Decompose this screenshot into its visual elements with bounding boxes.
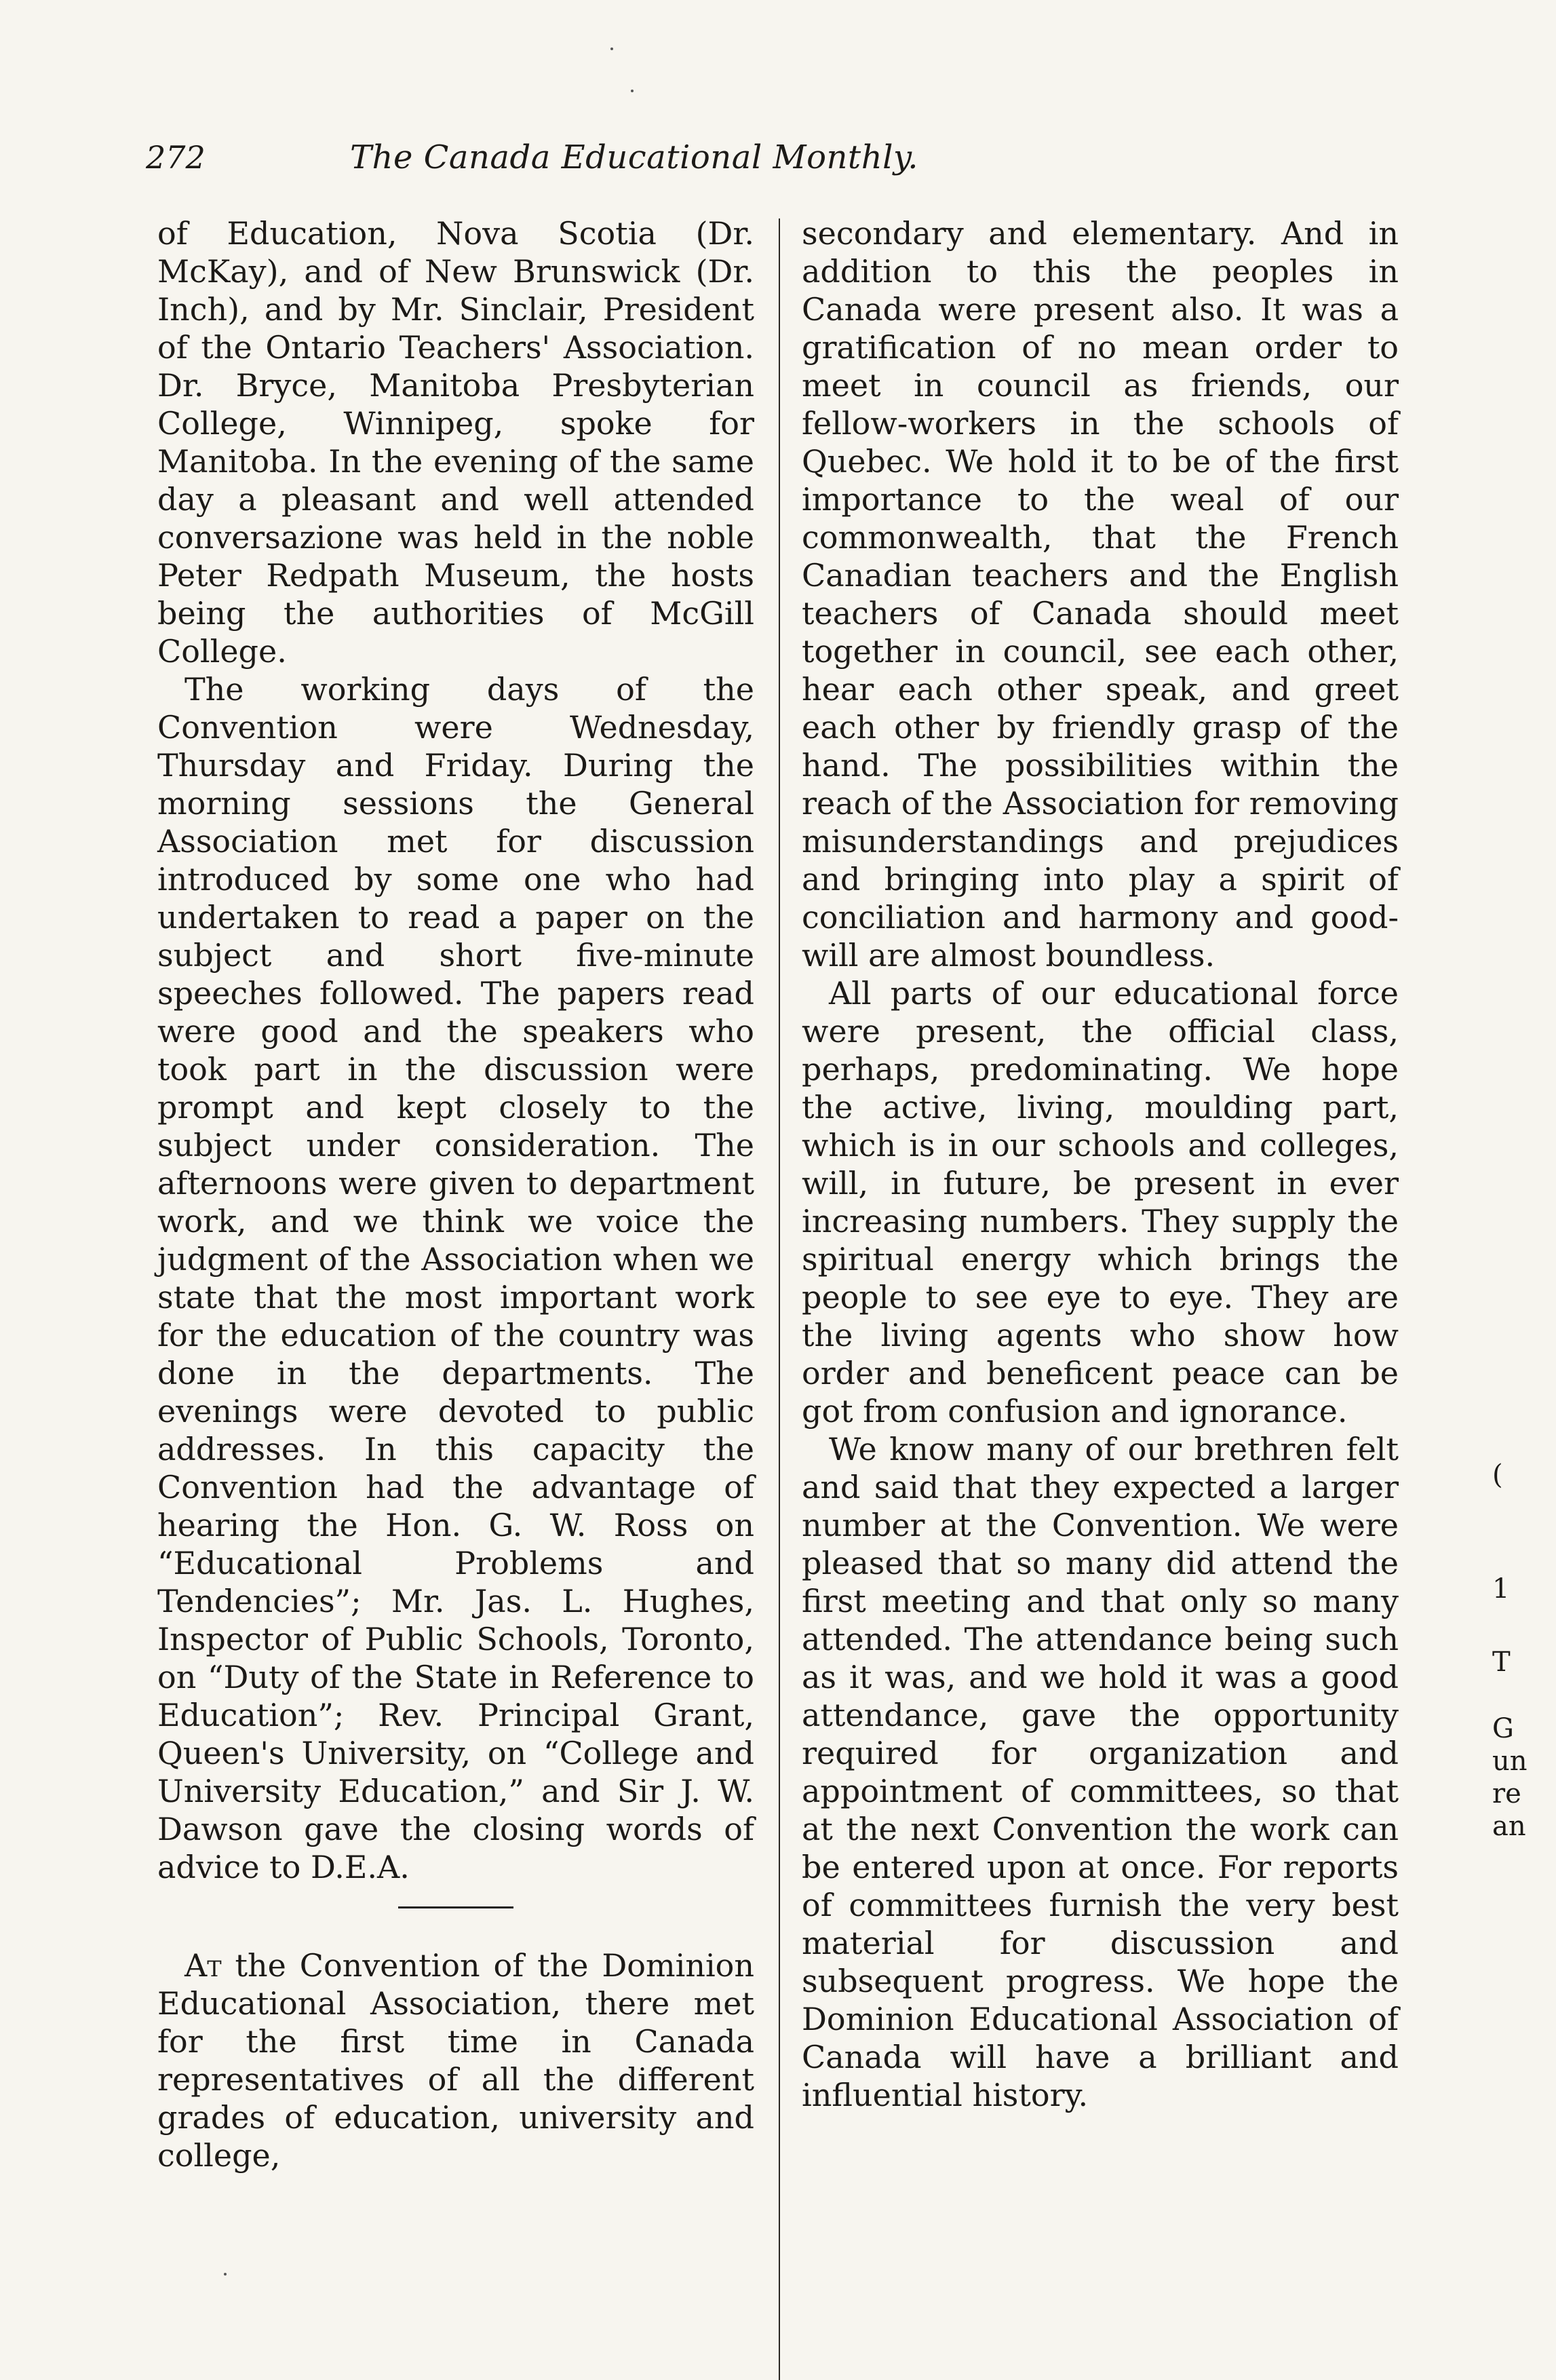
scan-speck <box>224 2273 227 2276</box>
margin-fragment: T <box>1492 1647 1511 1678</box>
scan-speck <box>631 90 634 92</box>
right-paragraph-2: All parts of our educational force were present, the official class, perhaps, predominating. We hope the active, living, moulding part, which is in our schools and colleges, will, in future, be present in ever increasing numbers. They supply the spiritual energy which brings the people to see eye to eye. They are the living agents who show how order and beneficent peace can be got from confusion and ignorance. <box>802 975 1399 1429</box>
right-paragraph-3: We know many of our brethren felt and said that they expected a larger number at the Convention. We were pleased that so many did attend the first meeting and that only so many attended. The attendance being such as it was, and we hold it was a good attendance, gave the opportunity required for organization and appointment of committees, so that at the next Convention the work can be entered upon at once. For reports of committees furnish the very best material for discussion and subsequent progress. We hope the Dominion Educational Association of Canada will have a brilliant and influential history. <box>802 1431 1399 2113</box>
left-column <box>157 214 754 2174</box>
margin-fragment: ( <box>1492 1459 1503 1491</box>
margin-fragment: re <box>1492 1778 1521 1809</box>
margin-fragment: un <box>1492 1746 1528 1777</box>
margin-fragments <box>1492 1459 1553 1843</box>
left-paragraph-2: The working days of the Convention were Wednesday, Thursday and Friday. During the morning sessions the General Association met for discussion introduced by some one who had undertaken to read a paper on the subject and short five-minute speeches followed. The papers read were good and the speakers who took part in the discussion were prompt and kept closely to the subject under consideration. The afternoons were given to department work, and we think we voice the judgment of the Association when we state that the most important work for the education of the country was done in the departments. The evenings were devoted to public addresses. In this capacity the Convention had the advantage of hearing the Hon. G. W. Ross on “Educational Problems and Tendencies”; Mr. Jas. L. Hughes, Inspector of Public Schools, Toronto, on “Duty of the State in Reference to Education”; Rev. Principal Grant, Queen's University, on “College and University Education,” and Sir J. W. Dawson gave the closing words of advice to D.E.A. <box>157 671 754 1885</box>
margin-fragment: an <box>1492 1811 1526 1842</box>
left-paragraph-3 <box>157 1946 754 2174</box>
left-paragraph-3-text: the Convention of the Dominion Educational Association, there met for the first time in Canada representatives of all the different grades of education, university and college, <box>157 1947 754 2174</box>
left-paragraph-1: of Education, Nova Scotia (Dr. McKay), and of New Brunswick (Dr. Inch), and by Mr. Sinclair, President of the Ontario Teachers' Association. Dr. Bryce, Manitoba Presbyterian College, Winnipeg, spoke for Manitoba. In the evening of the same day a pleasant and well attended conversazione was held in the noble Peter Redpath Museum, the hosts being the authorities of McGill College. <box>157 215 754 670</box>
column-divider <box>779 218 780 2380</box>
running-title: The Canada Educational Monthly. <box>350 138 918 176</box>
margin-fragment: 1 <box>1492 1573 1510 1605</box>
right-column <box>802 214 1399 2114</box>
page-number: 272 <box>146 139 206 176</box>
margin-fragment: G <box>1492 1713 1514 1744</box>
paragraph-lead-word: At <box>184 1947 222 1984</box>
right-paragraph-1: secondary and elementary. And in addition to this the peoples in Canada were present also. It was a gratification of no mean order to meet in council as friends, our fellow-workers in the schools of Quebec. We hold it to be of the first importance to the weal of our commonwealth, that the French Canadian teachers and the English teachers of Canada should meet together in council, see each other, hear each other speak, and greet each other by friendly grasp of the hand. The possibilities within the reach of the Association for removing misunderstandings and prejudices and bringing into play a spirit of conciliation and harmony and good-will are almost boundless. <box>802 215 1399 974</box>
page-header <box>146 136 1123 179</box>
section-rule <box>398 1906 513 1908</box>
scan-speck <box>610 47 613 50</box>
